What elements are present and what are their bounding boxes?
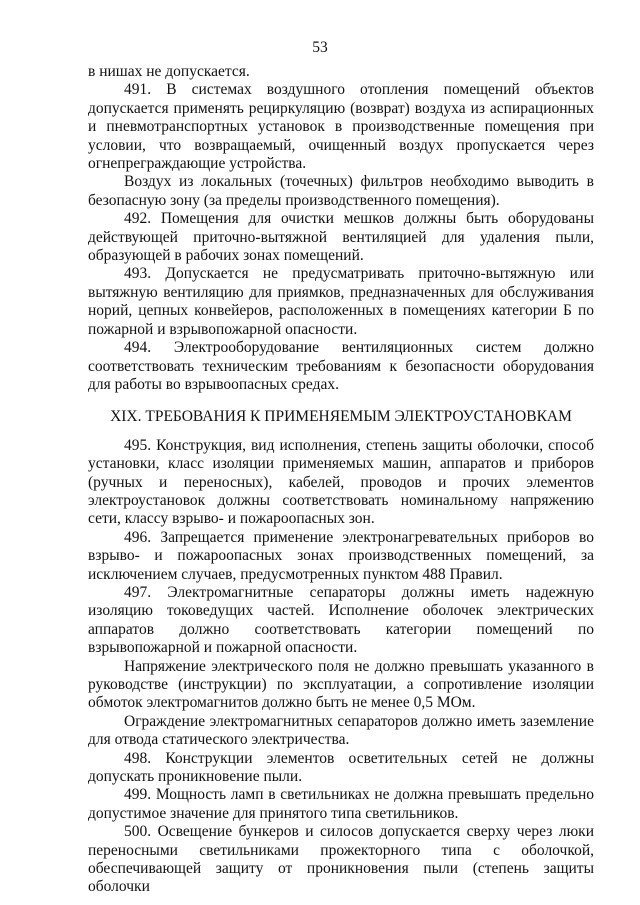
paragraph-497-grounding: Ограждение электромагнитных сепараторов должно иметь заземление для отвода статического электричества. — [88, 712, 594, 749]
page-number: 53 — [312, 39, 328, 56]
paragraph-499: 499. Мощность ламп в светильниках не должна превышать предельно допустимое значение для принятого типа светильников. — [88, 786, 594, 822]
paragraph-494: 494. Электрооборудование вентиляционных систем должно соответствовать техническим требованиям к безопасности оборудования для работы во взрывоопасных средах. — [88, 339, 594, 393]
section-heading: XIX. ТРЕБОВАНИЯ К ПРИМЕНЯЕМЫМ ЭЛЕКТРОУСТАНОВКАМ — [110, 408, 572, 426]
paragraph-continuation: в нишах не допускается. — [88, 63, 250, 80]
paragraph-500: 500. Освещение бункеров и силосов допускается сверху через люки переносными светильниками прожекторного типа с оболочкой, обеспечивающей защиту от проникновения пыли (степень защиты оболочки — [88, 823, 594, 896]
paragraph-496: 496. Запрещается применение электронагревательных приборов во взрыво- и пожароопасных зонах производственных помещений, за исключением случаев, предусмотренных пунктом 488 Правил. — [88, 528, 594, 583]
paragraph-498: 498. Конструкции элементов осветительных сетей не должны допускать проникновение пыли. — [88, 749, 594, 786]
paragraph-493: 493. Допускается не предусматривать приточно-вытяжную или вытяжную вентиляцию для приямков, предназначенных для обслуживания норий, цепных конвейеров, расположенных в помещениях категории Б по пожарной и взрывопожарной опасности. — [88, 265, 594, 338]
document-body — [88, 63, 594, 897]
paragraph-497-voltage: Напряжение электрического поля не должно превышать указанного в руководстве (инструкции) по эксплуатации, а сопротивление изоляции обмоток электромагнитов должно быть не менее 0,5 МОм. — [88, 657, 594, 712]
paragraph-497: 497. Электромагнитные сепараторы должны иметь надежную изоляцию токоведущих частей. Исполнение оболочек электрических аппаратов должно соответствовать категории помещений по взрывопожарной и пожарной опасности. — [88, 583, 594, 657]
paragraph-491: 491. В системах воздушного отопления помещений объектов допускается применять рециркуляцию (возврат) воздуха из аспирационных и пневмотранспортных установок в производственные помещения при условии, что возвращаемый, очищенный воздух пропускается через огнепреграждающие устройства. — [88, 81, 594, 173]
paragraph-492: 492. Помещения для очистки мешков должны быть оборудованы действующей приточно-вытяжной вентиляцией для удаления пыли, образующей в рабочих зонах помещений. — [88, 210, 594, 265]
paragraph-491-local-filters: Воздух из локальных (точечных) фильтров необходимо выводить в безопасную зону (за пределы производственного помещения). — [88, 173, 594, 209]
paragraph-495: 495. Конструкция, вид исполнения, степень защиты оболочки, способ установки, класс изоляции применяемых машин, аппаратов и приборов (ручных и переносных), кабелей, проводов и прочих элементов электроустановок должны соответствовать номинальному напряжению сети, классу взрыво- и пожароопасных зон. — [88, 436, 594, 528]
